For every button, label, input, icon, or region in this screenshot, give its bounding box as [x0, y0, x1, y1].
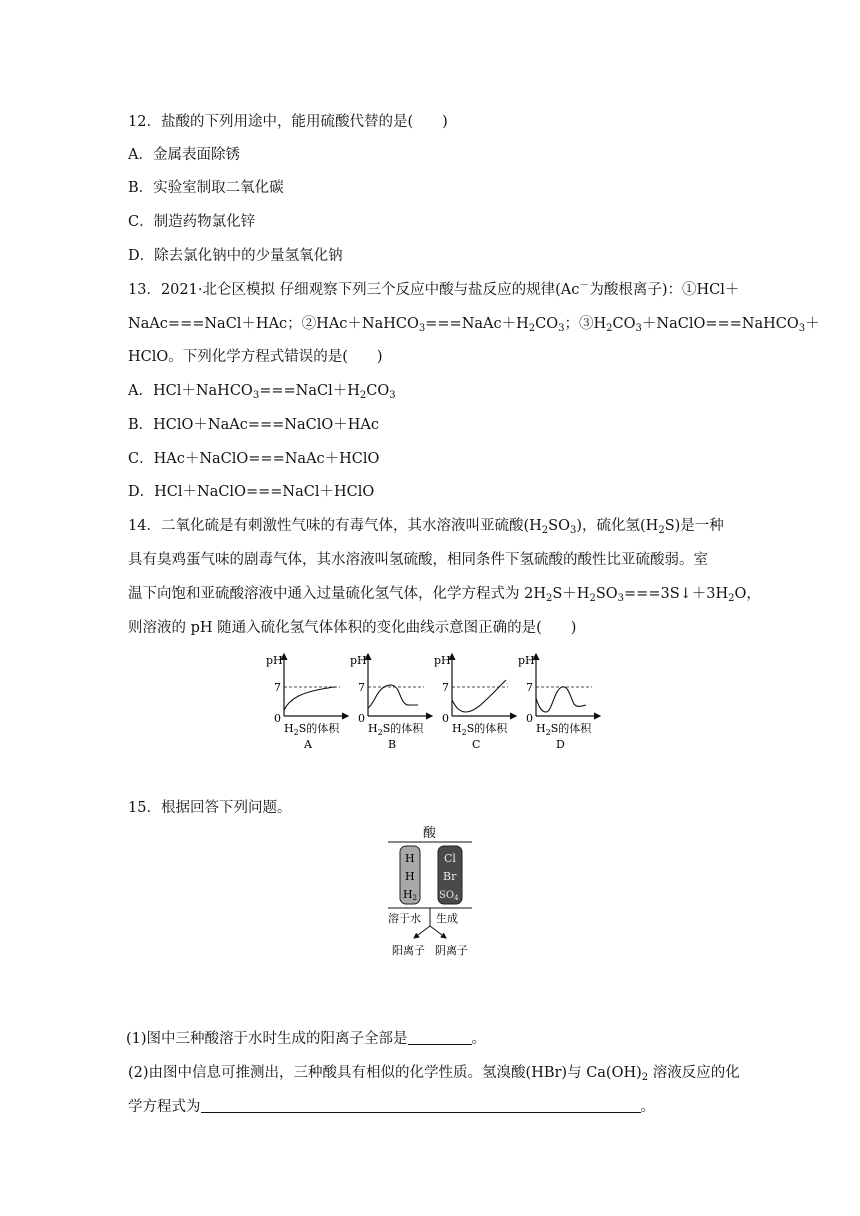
graph-c-letter: C: [472, 738, 481, 751]
graph-b-letter: B: [388, 738, 397, 751]
q15-stem: 15．根据回答下列问题。: [128, 800, 292, 816]
graph-b-ylabel: pH: [350, 654, 367, 667]
graph-d-letter: D: [556, 738, 565, 751]
graph-c-ylabel: pH: [434, 654, 451, 667]
anion-so4: $SO_4$: [439, 890, 459, 902]
q13-option-a: A．$HCl+NaHCO_3===NaCl+H_2CO_3$: [128, 383, 396, 401]
graph-d-origin: 0: [526, 712, 533, 725]
q15-part1-blank[interactable]: [408, 1030, 472, 1045]
q15-part2-blank[interactable]: [201, 1098, 641, 1113]
q15-diagram-svg: [380, 822, 480, 962]
q13-option-b: B．HClO＋NaAc===NaClO＋HAc: [128, 417, 379, 433]
graph-a: [266, 654, 348, 751]
graph-d-xlabel: $H_2S$的体积: [536, 722, 592, 737]
graph-c-origin: 0: [442, 712, 449, 725]
graph-d-ylabel: pH: [518, 654, 535, 667]
graph-c-tick7: 7: [442, 681, 449, 694]
cation-h-3: H2: [403, 888, 418, 902]
anion-cl: Cl: [444, 852, 456, 865]
q13-stem-line3: HClO。下列化学方程式错误的是( ): [128, 349, 383, 365]
graph-c-curve: [452, 680, 506, 712]
produce-label: 生成: [436, 912, 458, 925]
graph-a-curve: [284, 687, 336, 710]
q12-option-d: D．除去氯化钠中的少量氢氧化钠: [128, 248, 343, 264]
graph-d-tick7: 7: [526, 681, 533, 694]
graph-a-letter: A: [304, 738, 312, 751]
q12-option-b: B．实验室制取二氧化碳: [128, 180, 284, 196]
graph-a-tick7: 7: [274, 681, 281, 694]
q15-part2-line2: 学方程式为 。: [128, 1099, 655, 1115]
q14-graphs-svg: [262, 650, 602, 755]
q12-stem: 12．盐酸的下列用途中，能用硫酸代替的是( ): [128, 114, 448, 130]
cation-h-2: H: [405, 870, 415, 883]
cation-h-1: H: [405, 852, 415, 865]
q13-option-c: C．HAc＋NaClO===NaAc＋HClO: [128, 451, 380, 467]
graph-a-origin: 0: [274, 712, 281, 725]
q13-stem-line2: NaAc===NaCl＋HAc；$②HAc+NaHCO_3===NaAc+H_2CO_3$；$③H_2CO_3+NaClO===NaHCO_3+$: [128, 316, 820, 334]
graph-a-ylabel: pH: [266, 654, 283, 667]
graph-d: [518, 654, 600, 751]
q13-stem-line1: 13．2021·北仑区模拟 仔细观察下列三个反应中酸与盐反应的规律(Ac－为酸根离子)：①HCl＋: [128, 280, 740, 298]
q14-stem-line4: 则溶液的 pH 随通入硫化氢气体体积的变化曲线示意图正确的是( ): [128, 620, 577, 636]
q14-stem-line3: 温下向饱和亚硫酸溶液中通入过量硫化氢气体，化学方程式为 $2H_2S+H_2SO_3===3S↓+3H_2O$，: [128, 586, 761, 604]
q15-part2-line1: (2)由图中信息可推测出，三种酸具有相似的化学性质。氢溴酸(HBr)与 $Ca(OH)_2$ 溶液反应的化: [128, 1065, 740, 1083]
graph-b: [350, 654, 432, 751]
q15-acid-diagram: [380, 822, 480, 962]
q14-ph-graphs: [262, 650, 602, 755]
diagram-acid-label: 酸: [423, 826, 437, 841]
anion-br: Br: [443, 870, 457, 883]
dissolve-label: 溶于水: [388, 912, 421, 925]
q14-stem-line2: 具有臭鸡蛋气味的剧毒气体，其水溶液叫氢硫酸，相同条件下氢硫酸的酸性比亚硫酸弱。室: [128, 552, 708, 568]
graph-b-tick7: 7: [358, 681, 365, 694]
graph-c-xlabel: $H_2S$的体积: [452, 722, 508, 737]
q12-option-a: A．金属表面除锈: [128, 147, 240, 163]
q13-option-d: D．HCl＋NaClO===NaCl＋HClO: [128, 484, 375, 500]
graph-b-curve: [368, 685, 418, 708]
graph-a-xlabel: $H_2S$的体积: [284, 722, 340, 737]
cation-label: 阳离子: [392, 944, 425, 957]
graph-d-curve: [536, 687, 586, 712]
q15-part1: (1)图中三种酸溶于水时生成的阳离子全部是 。: [126, 1031, 487, 1047]
graph-b-xlabel: $H_2S$的体积: [368, 722, 424, 737]
anion-label: 阴离子: [435, 944, 468, 957]
q12-option-c: C．制造药物氯化锌: [128, 214, 256, 230]
q14-stem-line1: 14．二氧化硫是有刺激性气味的有毒气体，其水溶液叫亚硫酸$(H_2SO_3)$，硫化氢$(H_2S)$是一种: [128, 518, 724, 536]
graph-b-origin: 0: [358, 712, 365, 725]
graph-c: [434, 654, 516, 751]
